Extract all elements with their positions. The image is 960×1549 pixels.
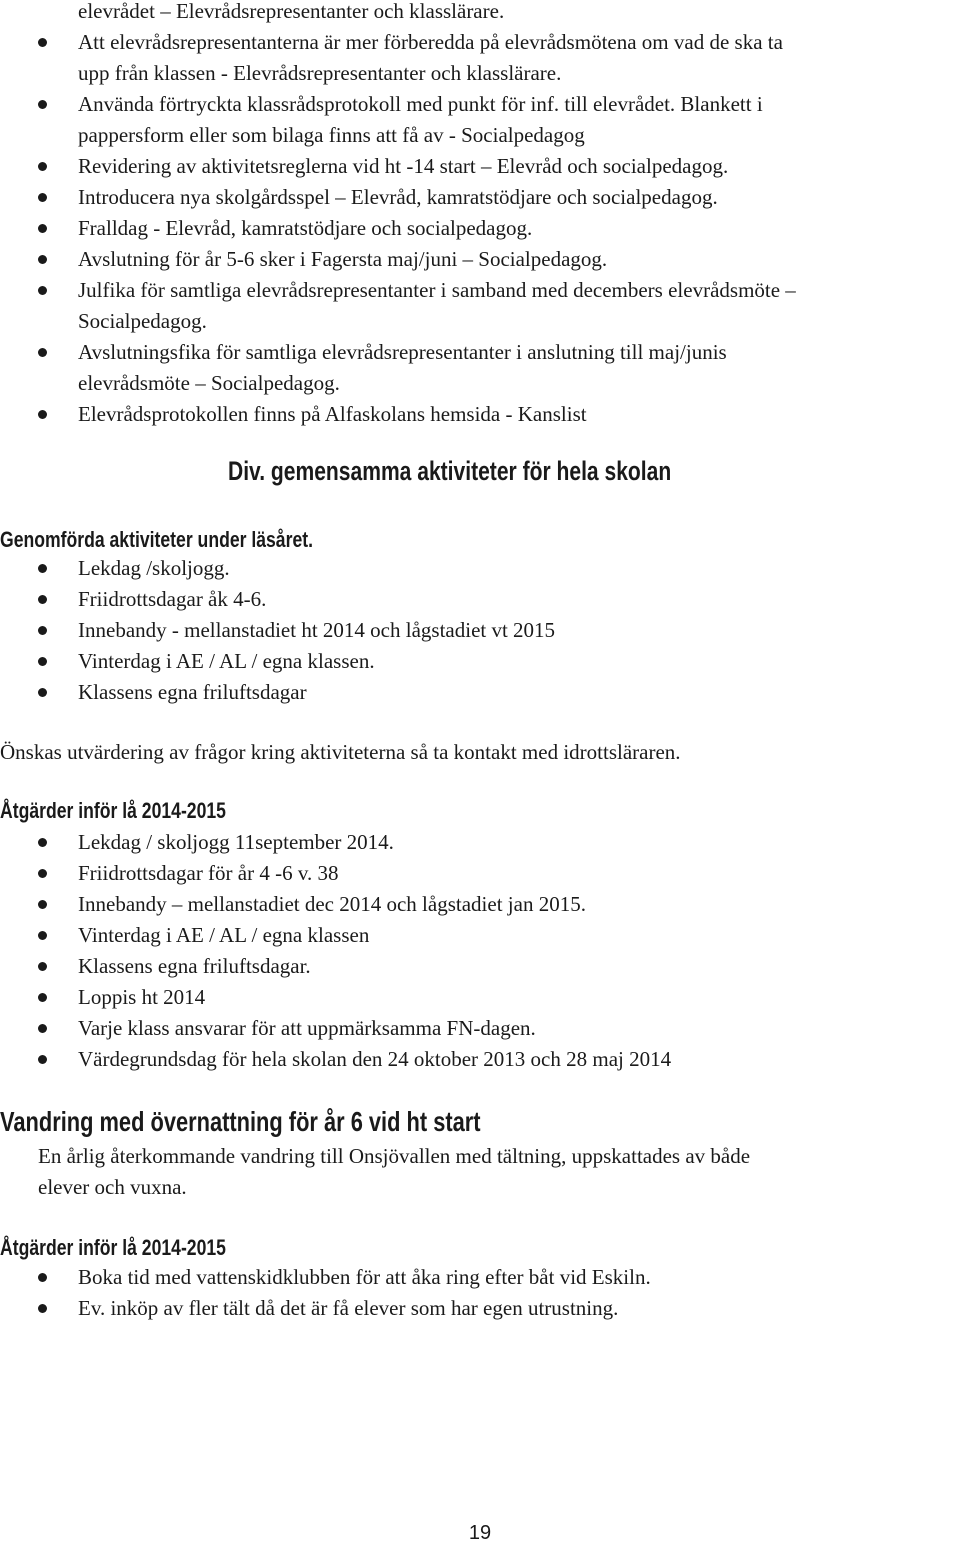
page-number: 19 <box>468 1522 492 1544</box>
bullet-icon <box>38 1273 47 1282</box>
list-item-text: Innebandy - mellanstadiet ht 2014 och lågstadiet vt 2015 <box>78 618 556 642</box>
bullet-icon <box>38 224 47 233</box>
bullet-icon <box>38 1304 47 1313</box>
list-item-text: Varje klass ansvarar för att uppmärksamma FN-dagen. <box>78 1016 536 1040</box>
list-item <box>0 858 960 889</box>
hike-description <box>0 1141 960 1203</box>
bullet-icon <box>38 410 47 419</box>
bullet-icon <box>38 657 47 666</box>
list-item <box>0 889 960 920</box>
measures-heading-1-wrap <box>0 795 960 826</box>
list-item <box>0 0 960 27</box>
list-item <box>0 827 960 858</box>
evaluation-note: Önskas utvärdering av frågor kring aktiviteterna så ta kontakt med idrottsläraren. <box>0 740 681 764</box>
hike-text-line: elever och vuxna. <box>38 1175 187 1199</box>
list-item-line: Att elevrådsrepresentanterna är mer förberedda på elevrådsmötena om vad de ska ta <box>78 30 783 54</box>
list-item <box>0 646 960 677</box>
list-item <box>0 553 960 584</box>
list-item-line: Socialpedagog. <box>78 309 207 333</box>
list-item-line: elevrådsmöte – Socialpedagog. <box>78 371 340 395</box>
list-item-line: pappersform eller som bilaga finns att få av - Socialpedagog <box>78 123 585 147</box>
bullet-icon <box>38 564 47 573</box>
list-item-text: Klassens egna friluftsdagar. <box>78 954 311 978</box>
bullet-icon <box>38 931 47 940</box>
list-item-text: Innebandy – mellanstadiet dec 2014 och lågstadiet jan 2015. <box>78 892 586 916</box>
list-item <box>0 1293 960 1324</box>
done-heading: Genomförda aktiviteter under läsåret. <box>0 527 313 552</box>
list-item-text: Ev. inköp av fler tält då det är få elever som har egen utrustning. <box>78 1296 619 1320</box>
list-item-line: Julfika för samtliga elevrådsrepresentanter i samband med decembers elevrådsmöte – <box>78 278 796 302</box>
bullet-icon <box>38 255 47 264</box>
list-item-text: Friidrottsdagar åk 4-6. <box>78 587 267 611</box>
list-item <box>0 677 960 708</box>
list-item <box>0 615 960 646</box>
hike-heading-wrap <box>0 1106 960 1137</box>
list-item-text: Loppis ht 2014 <box>78 985 206 1009</box>
bullet-icon <box>38 993 47 1002</box>
list-item <box>0 275 960 337</box>
bullet-icon <box>38 193 47 202</box>
list-item <box>0 399 960 430</box>
list-item <box>0 182 960 213</box>
list-item-line: Revidering av aktivitetsreglerna vid ht -14 start – Elevråd och socialpedagog. <box>78 154 729 178</box>
list-item-text: Boka tid med vattenskidklubben för att åka ring efter båt vid Eskiln. <box>78 1265 651 1289</box>
list-item-text: Lekdag /skoljogg. <box>78 556 230 580</box>
bullet-icon <box>38 595 47 604</box>
done-list <box>0 553 960 708</box>
list-item-text: Klassens egna friluftsdagar <box>78 680 307 704</box>
measures-list-2 <box>0 1262 960 1324</box>
bullet-icon <box>38 869 47 878</box>
list-item <box>0 89 960 151</box>
measures-heading-2-wrap <box>0 1232 960 1263</box>
bullet-icon <box>38 1055 47 1064</box>
bullet-icon <box>38 38 47 47</box>
list-item-line: Introducera nya skolgårdsspel – Elevråd, kamratstödjare och socialpedagog. <box>78 185 718 209</box>
bullet-icon <box>38 688 47 697</box>
bullet-icon <box>38 626 47 635</box>
list-item <box>0 244 960 275</box>
measures-heading-2: Åtgärder inför lå 2014-2015 <box>0 1235 226 1260</box>
done-heading-wrap <box>0 524 960 555</box>
list-item <box>0 151 960 182</box>
bullet-icon <box>38 1024 47 1033</box>
list-item-text: Friidrottsdagar för år 4 -6 v. 38 <box>78 861 339 885</box>
list-item-line: elevrådet – Elevrådsrepresentanter och klasslärare. <box>78 0 505 23</box>
bullet-icon <box>38 348 47 357</box>
list-item <box>0 584 960 615</box>
list-item <box>0 213 960 244</box>
list-item <box>0 1013 960 1044</box>
list-item-line: Fralldag - Elevråd, kamratstödjare och socialpedagog. <box>78 216 533 240</box>
list-item <box>0 1044 960 1075</box>
list-item-text: Vinterdag i AE / AL / egna klassen. <box>78 649 375 673</box>
measures-list-1 <box>0 827 960 1075</box>
section-title-wrap <box>228 456 960 487</box>
bullet-icon <box>38 286 47 295</box>
bullet-icon <box>38 100 47 109</box>
hike-heading: Vandring med övernattning för år 6 vid ht start <box>0 1106 481 1137</box>
bullet-icon <box>38 162 47 171</box>
list-item-line: Avslutningsfika för samtliga elevrådsrepresentanter i anslutning till maj/junis <box>78 340 727 364</box>
list-item-line: Använda förtryckta klassrådsprotokoll med punkt för inf. till elevrådet. Blankett i <box>78 92 763 116</box>
list-item <box>0 27 960 89</box>
bullet-icon <box>38 900 47 909</box>
bullet-icon <box>38 962 47 971</box>
list-item <box>0 982 960 1013</box>
hike-text-line: En årlig återkommande vandring till Onsjövallen med tältning, uppskattades av både <box>38 1144 751 1168</box>
list-item-line: Elevrådsprotokollen finns på Alfaskolans hemsida - Kanslist <box>78 402 587 426</box>
list-item-line: upp från klassen - Elevrådsrepresentanter och klasslärare. <box>78 61 562 85</box>
top-bullet-list <box>0 0 960 430</box>
list-item-line: Avslutning för år 5-6 sker i Fagersta maj/juni – Socialpedagog. <box>78 247 608 271</box>
measures-heading-1: Åtgärder inför lå 2014-2015 <box>0 798 226 823</box>
list-item-text: Vinterdag i AE / AL / egna klassen <box>78 923 370 947</box>
list-item <box>0 1262 960 1293</box>
list-item <box>0 337 960 399</box>
list-item-text: Värdegrundsdag för hela skolan den 24 oktober 2013 och 28 maj 2014 <box>78 1047 672 1071</box>
section-title: Div. gemensamma aktiviteter för hela skolan <box>228 456 672 486</box>
bullet-icon <box>38 838 47 847</box>
list-item <box>0 920 960 951</box>
list-item <box>0 951 960 982</box>
list-item-text: Lekdag / skoljogg 11september 2014. <box>78 830 394 854</box>
